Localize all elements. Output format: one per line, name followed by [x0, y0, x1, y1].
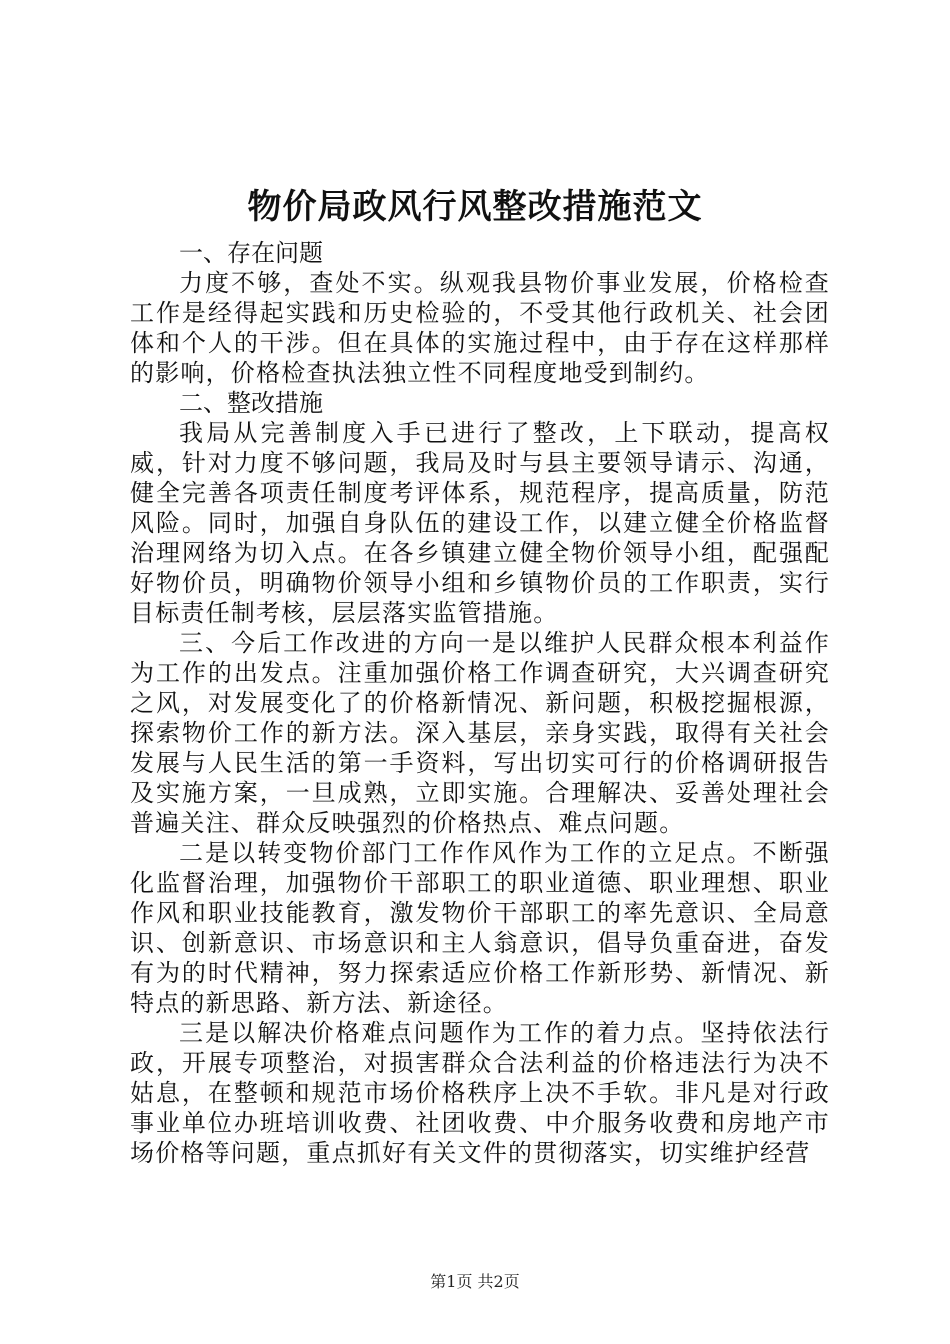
paragraph-price-issues: 三是以解决价格难点问题作为工作的着力点。坚持依法行政，开展专项整治，对损害群众合法利益的价格违法行为决不姑息，在整顿和规范市场价格秩序上决不手软。非凡是对行政事业单位办班培训收费、社团收费、中介服务收费和房地产市场价格等问题，重点抓好有关文件的贯彻落实，切实维护经营 [130, 1019, 830, 1167]
section-heading-problems: 一、存在问题 [179, 239, 323, 267]
paragraph-future-direction: 三、今后工作改进的方向一是以维护人民群众根本利益作为工作的出发点。注重加强价格工作调查研究，大兴调查研究之风，对发展变化了的价格新情况、新问题，积极挖掘根源，探索物价工作的新方法。深入基层，亲身实践，取得有关社会发展与人民生活的第一手资料，写出切实可行的价格调研报告及实施方案，一旦成熟，立即实施。合理解决、妥善处理社会普遍关注、群众反映强烈的价格热点、难点问题。 [130, 629, 830, 837]
section-heading-measures: 二、整改措施 [179, 389, 323, 417]
paragraph-problems: 力度不够，查处不实。纵观我县物价事业发展，价格检查工作是经得起实践和历史检验的，不受其他行政机关、社会团体和个人的干涉。但在具体的实施过程中，由于存在这样那样的影响，价格检查执法独立性不同程度地受到制约。 [130, 269, 830, 387]
document-title: 物价局政风行风整改措施范文 [247, 187, 703, 227]
paragraph-work-style: 二是以转变物价部门工作作风作为工作的立足点。不断强化监督治理，加强物价干部职工的职业道德、职业理想、职业作风和职业技能教育，激发物价干部职工的率先意识、全局意识、创新意识、市场意识和主人翁意识，倡导负重奋进，奋发有为的时代精神，努力探索适应价格工作新形势、新情况、新特点的新思路、新方法、新途径。 [130, 839, 830, 1017]
page-footer: 第1页 共2页 [430, 1272, 520, 1291]
paragraph-measures: 我局从完善制度入手已进行了整改，上下联动，提高权威，针对力度不够问题，我局及时与县主要领导请示、沟通，健全完善各项责任制度考评体系，规范程序，提高质量，防范风险。同时，加强自身队伍的建设工作，以建立健全价格监督治理网络为切入点。在各乡镇建立健全物价领导小组，配强配好物价员，明确物价领导小组和乡镇物价员的工作职责，实行目标责任制考核，层层落实监管措施。 [130, 419, 830, 627]
document-body [130, 238, 830, 1168]
